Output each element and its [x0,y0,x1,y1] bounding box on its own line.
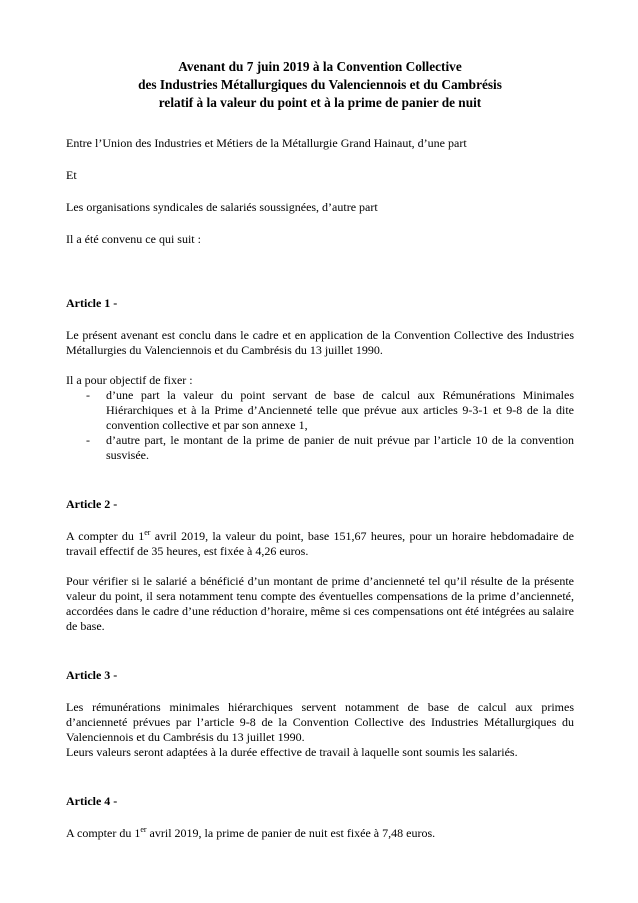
article-1-objective: Il a pour objectif de fixer : [66,373,193,387]
list-item [66,388,574,433]
document-title [66,58,574,112]
article-3-paragraph-2: Leurs valeurs seront adaptées à la durée effective de travail à laquelle sont soumis les salariés. [66,745,518,759]
document-page [66,58,574,841]
intro-party-2: Les organisations syndicales de salariés soussignées, d’autre part [66,200,378,214]
article-1-paragraph: Le présent avenant est conclu dans le cadre et en application de la Convention Collective des Industries Métallurgies du Valenciennois et du Cambrésis du 13 juillet 1990. [66,328,574,357]
article-1-heading: Article 1 - [66,296,118,310]
list-item [66,433,574,463]
title-line-2: des Industries Métallurgiques du Valenciennois et du Cambrésis [138,77,502,92]
article-2-text-before: A compter du 1 [66,529,145,543]
dash-bullet: - [86,433,90,447]
ordinal-superscript: er [144,528,151,537]
dash-bullet: - [86,388,90,402]
article-4-paragraph [66,826,574,841]
list-item-text: d’autre part, le montant de la prime de panier de nuit prévue par l’article 10 de la convention susvisée. [106,433,574,462]
article-4-text-before: A compter du 1 [66,826,141,840]
intro-party-1: Entre l’Union des Industries et Métiers de la Métallurgie Grand Hainaut, d’une part [66,136,467,150]
title-line-1: Avenant du 7 juin 2019 à la Convention Collective [178,59,462,74]
intro-agreed: Il a été convenu ce qui suit : [66,232,201,246]
article-4-heading: Article 4 - [66,794,118,808]
article-2-paragraph-1 [66,529,574,559]
article-3-heading: Article 3 - [66,668,118,682]
list-item-text: d’une part la valeur du point servant de base de calcul aux Rémunérations Minimales Hiérarchiques et à la Prime d’Ancienneté telle que prévue aux articles 9-3-1 et 9-8 de la dite convention collective et par son annexe 1, [106,388,574,432]
title-line-3: relatif à la valeur du point et à la prime de panier de nuit [158,95,482,110]
intro-and: Et [66,168,77,182]
article-3-paragraph-1: Les rémunérations minimales hiérarchiques servent notamment de base de calcul aux primes d’ancienneté prévues par l’article 9-8 de la Convention Collective des Industries Métallurgiques du Valenciennois et du Cambrésis du 13 juillet 1990. [66,700,574,744]
article-4-text-after: avril 2019, la prime de panier de nuit est fixée à 7,48 euros. [146,826,436,840]
article-1-list [66,388,574,463]
article-2-text-after: avril 2019, la valeur du point, base 151,67 heures, pour un horaire hebdomadaire de travail effectif de 35 heures, est fixée à 4,26 euros. [66,529,574,558]
article-2-paragraph-2: Pour vérifier si le salarié a bénéficié d’un montant de prime d’ancienneté tel qu’il résulte de la présente valeur du point, il sera notamment tenu compte des éventuelles compensations de la prime d’ancienneté, accordées dans le cadre d’une réduction d’horaire, même si ces compensations ont été intégrées au salaire de base. [66,574,574,633]
ordinal-superscript: er [140,825,147,834]
article-2-heading: Article 2 - [66,497,118,511]
